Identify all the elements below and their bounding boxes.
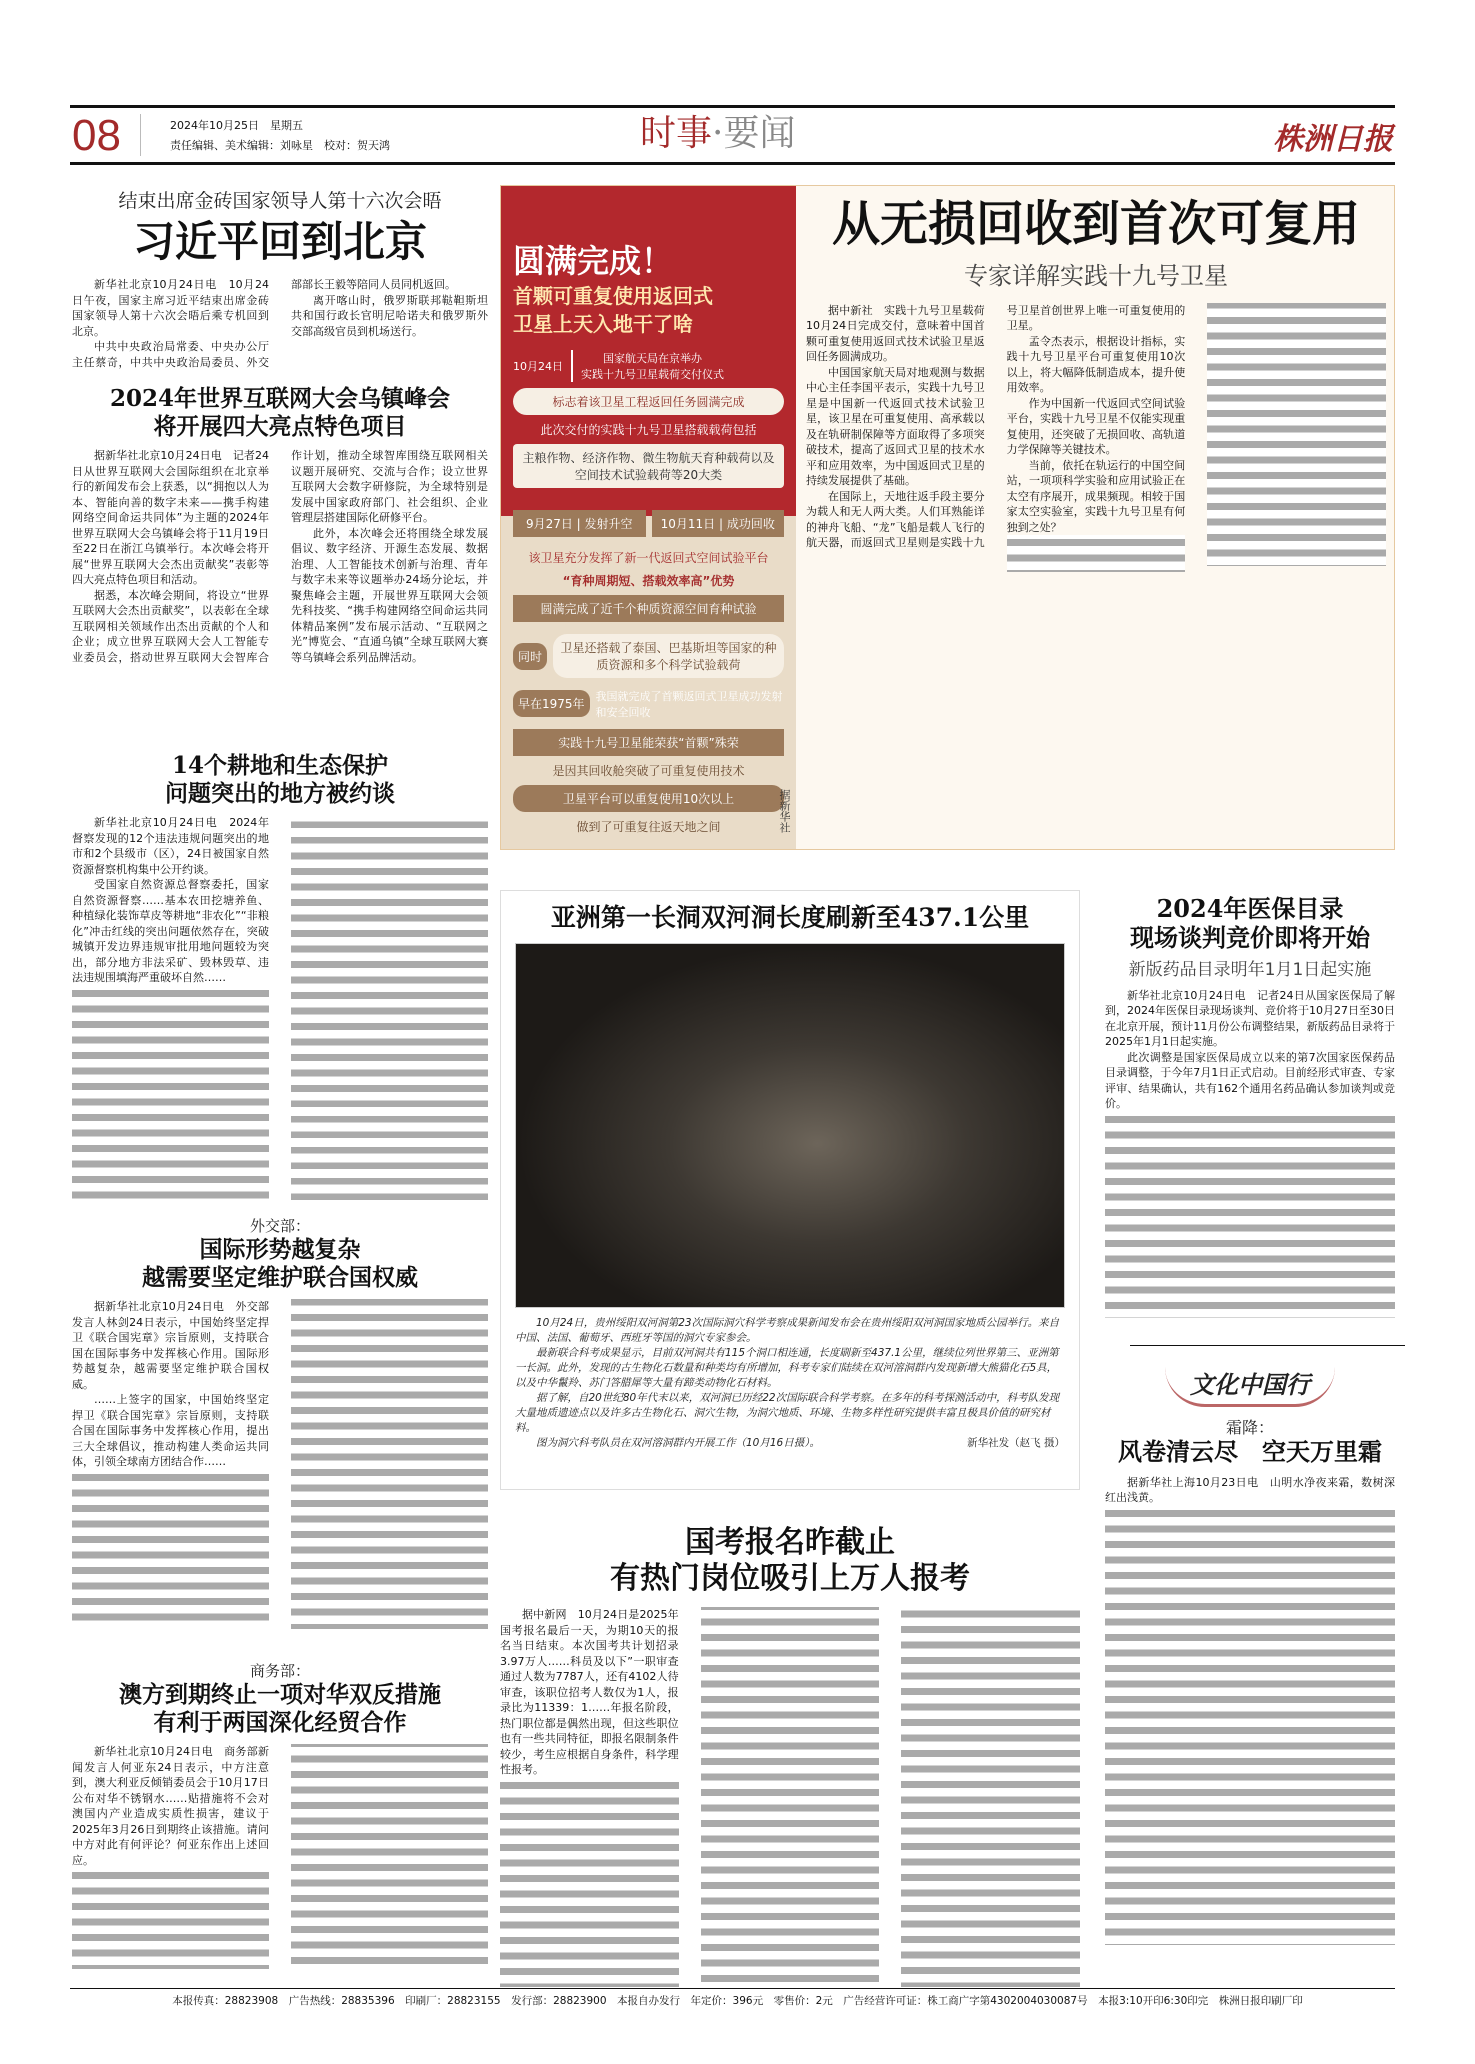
- article-cave: [500, 890, 1080, 1490]
- paragraph: ……上签字的国家，中国始终坚定捍卫《联合国宪章》宗旨原则，支持联合国在国际事务中发挥核心作用，提出三大全球倡议，推动构建人类命运共同体，引领全球南方团结合作……: [72, 1393, 269, 1469]
- headline: 2024年世界互联网大会乌镇峰会 将开展四大亮点特色项目: [109, 385, 450, 440]
- info-date: 10月24日: [513, 360, 563, 373]
- headline: 14个耕地和生态保护 问题突出的地方被约谈: [165, 752, 395, 807]
- subheadline: 新版药品目录明年1月1日起实施: [1128, 959, 1372, 980]
- paragraph: 图为洞穴科考队员在双河溶洞群内开展工作（10月16日摄）。: [536, 1437, 820, 1449]
- headline: 风卷清云尽 空天万里霜: [1118, 1437, 1382, 1466]
- paragraph: 据中新社 实践十九号卫星载荷10月24日完成交付，意味着中国首颗可重复使用返回式技术试验卫星返回任务圆满成功。: [806, 303, 985, 364]
- article-land-protection: [72, 752, 488, 1215]
- paragraph: 据悉，本次峰会期间，将设立“世界互联网大会杰出贡献奖”，以表彰在全球互联网相关领域作出杰出贡献的个人和企业；成立世界互联网大会人工智能专业委员会，搭动世界互联网大会智库合作计划，推动全球智库围绕互联网相关议题开展研究、交流与合作；设立世界互联网大会数字研修院，为全球特别是发展中国家政府部门、社会组织、企业管理层搭建国际化研修平台。: [72, 449, 488, 664]
- photo-caption: [515, 1316, 1065, 1451]
- headline: 亚洲第一长洞双河洞长度刷新至437.1公里: [550, 903, 1030, 932]
- headline: 国际形势越复杂 越需要坚定维护联合国权威: [142, 1236, 418, 1291]
- satellite-article: [806, 196, 1386, 828]
- article-body: [72, 448, 488, 708]
- paragraph: 中共中央政治局常委、中央办公厅主任蔡奇，中共中央政治局委员、外交部部长王毅等陪同人员同机返回。: [72, 278, 456, 369]
- info-event: 国家航天局在京举办 实践十九号卫星载荷交付仪式: [571, 350, 724, 382]
- paragraph: 10月24日，贵州绥阳双河洞第23次国际洞穴科学考察成果新闻发布会在贵州绥阳双河洞国家地质公园举行。来自中国、法国、葡萄牙、西班牙等国的洞穴专家参会。: [515, 1317, 1060, 1344]
- paragraph: 作为中国新一代返回式空间试验平台，实践十九号卫星不仅能实现重复使用，还突破了无损回收、高轨道力学保障等关键技术。: [1006, 396, 1186, 457]
- info-1975-label: 早在1975年: [513, 690, 590, 717]
- paragraph: 此外，本次峰会还将围绕全球发展倡议、数字经济、开源生态发展、数据治理、人工智能技术创新与治理、青年与数字未来等议题举办24场分论坛，并聚焦峰会主题，开展世界互联网大会领先科技奖、“携手构建网络空间命运共同体精品案例”发布展示活动、“互联网之光”博览会、“直通乌镇”全球互联网大赛等乌镇峰会系列品牌活动。: [291, 526, 488, 664]
- info-headline: 圆满完成！: [513, 242, 674, 280]
- headline: 国考报名昨截止 有热门岗位吸引上万人报考: [610, 1525, 970, 1596]
- editors: 责任编辑、美术编辑：刘咏星 校对：贺天鸿: [170, 139, 390, 152]
- text-filler: [1105, 1112, 1395, 1318]
- article-civil-service-exam: [500, 1525, 1080, 1987]
- paragraph: 此次调整是国家医保局成立以来的第7次国家医保药品目录调整，于今年7月1日正式启动。目前经形式审查、专家评审、结果确认，共有162个通用名药品确认参加谈判或竞价。: [1105, 1050, 1395, 1111]
- footer-info: 本报传真：28823908 广告热线：28835396 印刷厂：28823155 发行部：28823900 本报自办发行 年定价：396元 零售价：2元 广告经营许可证：株工商广字第4302004030087号 本报3:10开印6:30印完 株洲日报印刷厂印: [172, 1995, 1303, 2007]
- article-australia-trade: [72, 1660, 488, 1969]
- section-b: ·要闻: [712, 113, 796, 154]
- info-advantage-quote: “育种周期短、搭载效率高”优势: [562, 574, 735, 588]
- culture-china-logo: 文化中国行: [1165, 1365, 1335, 1407]
- paragraph: 在国际上，天地往返手段主要分为载人和无人两大类。人们耳熟能详的神舟飞船、“龙”飞船是载人飞行的航天器，而返回式卫星则是实践十九号卫星首创世界上唯一可重复使用的卫星。: [806, 303, 1186, 550]
- paragraph: 当前，依托在轨运行的中国空间站，一项项科学实验和应用试验正在太空有序展开，成果频现。相较于国家太空实验室，实践十九号卫星有何独到之处？: [1006, 458, 1186, 534]
- article-medical-insurance: [1105, 895, 1395, 1318]
- page-number: 08: [72, 111, 121, 160]
- paragraph: 孟令杰表示，根据设计指标，实践十九号卫星平台可重复使用10次以上，将大幅降低制造成本，提升使用效率。: [1006, 334, 1186, 395]
- issue-date: 2024年10月25日 星期五: [170, 119, 303, 132]
- kicker: 外交部：: [249, 1217, 310, 1235]
- info-advantage: 该卫星充分发挥了新一代返回式空间试验平台: [528, 551, 769, 565]
- info-also-label: 同时: [513, 643, 547, 670]
- issue-meta: [170, 116, 390, 156]
- info-credit: 据新华社: [778, 789, 791, 833]
- info-also: 卫星还搭载了泰国、巴基斯坦等国家的种质资源和多个科学试验载荷: [553, 634, 784, 678]
- article-xi-returns: [72, 186, 488, 387]
- info-subheadline: 首颗可重复使用返回式 卫星上天入地干了啥: [513, 284, 713, 336]
- paragraph: 最新联合科考成果显示，目前双河洞共有115个洞口相连通，长度刷新至437.1公里，继续位列世界第三、亚洲第一长洞。此外，发现的古生物化石数量和种类均有所增加，科考专家们陆续在双河溶洞群内发现新增大熊猫化石5具，以及中华鬣羚、苏门答腊犀等大量有蹄类动物化石材料。: [515, 1347, 1059, 1389]
- headline: 澳方到期终止一项对华双反措施 有利于两国深化经贸合作: [119, 1681, 441, 1736]
- cave-photo: [515, 943, 1065, 1308]
- article-body: [72, 1299, 488, 1629]
- headline: 从无损回收到首次可复用: [831, 196, 1360, 252]
- article-body: [72, 1744, 488, 1969]
- info-made: 做到了可重复往返天地之间: [576, 820, 721, 834]
- infographic: [501, 186, 796, 849]
- headline: 习近平回到北京: [132, 217, 427, 266]
- header-bottom-rule: [70, 162, 1395, 165]
- info-mark: 标志着该卫星工程返回任务圆满完成: [513, 388, 784, 415]
- paragraph: 据中新网 10月24日是2025年国考报名最后一天，为期10天的报名当日结束。本次国考共计划招录3.97万人……科员及以下”一职审查通过人数为7787人，还有4102人待审查，该职位招考人数仅为1人，报录比为11339：1……年报名阶段，热门职位都是偶然出现，但这些职位也有一些共同特征，即报名限制条件较少，考生应根据自身条件，科学理性报考。: [500, 1608, 679, 1776]
- masthead-logo: 株洲日报: [1273, 122, 1393, 157]
- paragraph: 据新华社上海10月23日电 山明水净夜来霜，数树深红出浅黄。: [1105, 1475, 1395, 1505]
- article-body: [1105, 988, 1395, 1318]
- paragraph: 新华社北京10月24日电 10月24日午夜，国家主席习近平结束出席金砖国家领导人第十六次会晤后乘专机回到北京。: [72, 278, 269, 338]
- info-why: 是因其回收舱突破了可重复使用技术: [552, 764, 745, 778]
- text-filler: [1105, 1506, 1395, 1945]
- article-wic: [72, 385, 488, 708]
- kicker: 商务部：: [249, 1662, 310, 1680]
- article-body: [1105, 1475, 1395, 1945]
- paragraph: 新华社北京10月24日电 记者24日从国家医保局了解到，2024年医保目录现场谈判、竞价将于10月27日至30日在北京开展，预计11月份公布调整结果，新版药品目录将于2025年1月1日起实施。: [1105, 988, 1395, 1049]
- paragraph: 据新华社北京10月24日电 记者24日从世界互联网大会国际组织在北京举行的新闻发布会上获悉，以“拥抱以人为本、智能向善的数字未来——携手构建网络空间命运共同体”为主题的2024年世界互联网大会乌镇峰会将于11月19日至22日在浙江乌镇举行。本次峰会将开展“世界互联网大会杰出贡献奖”表彰等四大亮点特色项目和活动。: [72, 449, 269, 587]
- info-1975: 我国就完成了首颗返回式卫星成功发射和安全回收: [595, 689, 783, 719]
- section-title: [640, 108, 795, 160]
- info-launch: 9月27日 | 发射升空: [513, 510, 646, 537]
- article-frost-descent: [1105, 1365, 1395, 1945]
- headline: 2024年医保目录 现场谈判竞价即将开始: [1130, 894, 1370, 952]
- article-un-authority: [72, 1215, 488, 1629]
- article-body: [500, 1607, 1080, 1987]
- photo-credit: 新华社发（赵飞 摄）: [967, 1437, 1065, 1449]
- subheadline: 专家详解实践十九号卫星: [964, 261, 1228, 290]
- divider: [140, 114, 141, 156]
- section-a: 时事: [640, 113, 713, 154]
- kicker: 结束出席金砖国家领导人第十六次会晤: [118, 190, 442, 212]
- info-done: 圆满完成了近千个种质资源空间育种试验: [513, 595, 784, 622]
- article-body: [806, 303, 1386, 828]
- footer-rule: [70, 1988, 1395, 1989]
- paragraph: 新华社北京10月24日电 2024年督察发现的12个违法违规问题突出的地市和2个县级市（区），24日被国家自然资源督察机构集中公开约谈。: [72, 816, 269, 876]
- article-body: [72, 277, 488, 387]
- paragraph: 受国家自然资源总督察委托，国家自然资源督察……基本农田挖塘养鱼、种植绿化装饰草皮等耕地“非农化”“非粮化”冲击红线的突出问题依然存在，突破城镇开发边界违规审批用地问题较为突出，部分地方非法采矿、毁林毁草、违法违规围填海严重破坏自然……: [72, 878, 269, 985]
- paragraph: 中国国家航天局对地观测与数据中心主任李国平表示，实践十九号卫星是中国新一代返回式技术试验卫星，该卫星在可重复使用、高承载以及在轨研制保障等方面取得了多项突破技术，提高了返回式卫星的技术水平和应用效率，为中国返回式卫星的持续发展提供了基础。: [806, 365, 985, 488]
- satellite-feature: [500, 185, 1395, 850]
- info-payload-intro: 此次交付的实践十九号卫星搭载载荷包括: [540, 423, 757, 437]
- info-payload: 主粮作物、经济作物、微生物航天育种载荷以及空间技术试验载荷等20大类: [513, 444, 784, 488]
- paragraph: 新华社北京10月24日电 商务部新闻发言人何亚东24日表示，中方注意到，澳大利亚反倾销委员会于10月17日公布对华不锈钢水……贴措施将不会对澳国内产业造成实质性损害，建议于2025年3月26日到期终止该措施。请问中方对此有何评论？何亚东作出上述回应。: [72, 1745, 269, 1867]
- article-body: [72, 815, 488, 1215]
- paragraph: 离开喀山时，俄罗斯联邦鞑靼斯坦共和国行政长官明尼哈诺夫和俄罗斯外交部高级官员到机场送行。: [291, 293, 488, 338]
- divider: [1130, 1345, 1405, 1346]
- paragraph: 据新华社北京10月24日电 外交部发言人林剑24日表示，中国始终坚定捍卫《联合国宪章》宗旨原则，支持联合国在国际事务中发挥核心作用。国际形势越复杂，越需要坚定维护联合国权威。: [72, 1300, 269, 1391]
- info-honor: 实践十九号卫星能荣获“首颗”殊荣: [513, 729, 784, 756]
- info-reuse: 卫星平台可以重复使用10次以上: [513, 785, 784, 812]
- info-recover: 10月11日 | 成功回收: [652, 510, 785, 537]
- paragraph: 据了解，自20世纪80年代末以来，双河洞已历经22次国际联合科学考察。在多年的科考探测活动中，科考队发现大量地质遗迹点以及许多古生物化石、洞穴生物，为洞穴地质、环境、生物多样性研究提供丰富且极具价值的研究材料。: [515, 1392, 1060, 1434]
- kicker: 霜降：: [1225, 1418, 1274, 1437]
